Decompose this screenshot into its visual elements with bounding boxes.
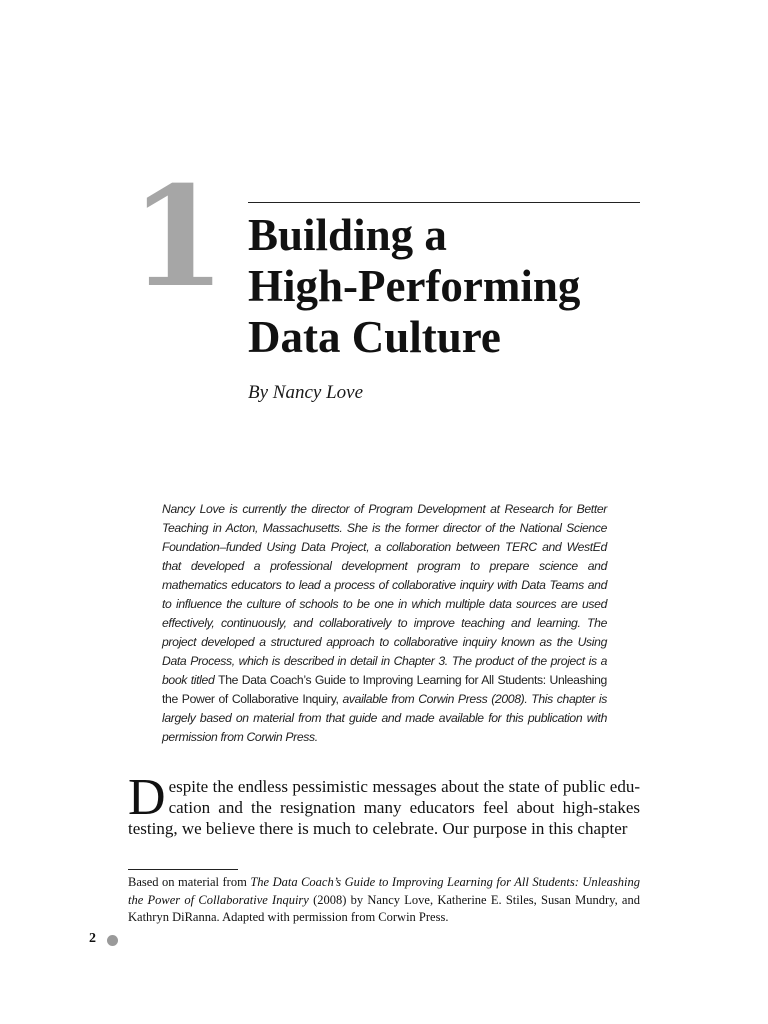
byline: By Nancy Love: [248, 382, 364, 403]
author-bio-text: Nancy Love is currently the director of Program Development at Research for Better Teaching in Acton, Massachusetts. She is the former director of the National Science Foundation–funded Using Data Project, a collaboration between TERC and WestEd that developed a professional development program to prepare science and mathematics educators to lead a process of collaborative inquiry with Data Teams and to influence the culture of schools to be one in which multiple data sources are used effectively, continuously, and collaboratively to improve teaching and learning. The project developed a structured approach to collaborative inquiry known as the Using Data Process, which is described in detail in Chapter 3. The product of the project is a book titled: [162, 502, 607, 687]
footnote-title: The Data Coach’s Guide to Improving Learning for All Students: Unleashing the Power of Collaborative Inquiry: [128, 875, 641, 907]
page-marker-dot: [107, 935, 118, 946]
body-paragraph: [128, 769, 640, 839]
chapter-title-line: Building a: [248, 210, 447, 260]
chapter-title-line: High-Performing: [248, 261, 581, 311]
footnote-prefix: Based on material from: [128, 875, 251, 889]
author-bio-book-title: The Data Coach’s Guide to Improving Learning for All Students: Unleashing the Power of Collaborative Inquiry,: [162, 673, 607, 706]
author-bio-text-end: available from Corwin Press (2008). This chapter is largely based on material from that guide and made available for this publication with permission from Corwin Press.: [162, 692, 607, 744]
footnote: [128, 874, 640, 927]
chapter-title-line: Data Culture: [248, 312, 501, 362]
author-bio: [162, 500, 607, 747]
page-number: 2: [89, 931, 96, 946]
chapter-number: 1: [130, 155, 227, 318]
footnote-rule: [128, 869, 238, 870]
footnote-suffix: (2008) by Nancy Love, Katherine E. Stiles, Susan Mundry, and Kathryn DiRanna. Adapted with permission from Corwin Press.: [128, 892, 640, 924]
title-rule: [248, 202, 640, 203]
drop-cap: D: [128, 769, 166, 826]
body-paragraph-text: espite the endless pessimistic messages about the state of public edu-cation and the resignation many educators feel about high-stakes testing, we believe there is much to celebrate. Our purpose in this chapter: [128, 777, 640, 838]
chapter-title: [248, 210, 668, 363]
